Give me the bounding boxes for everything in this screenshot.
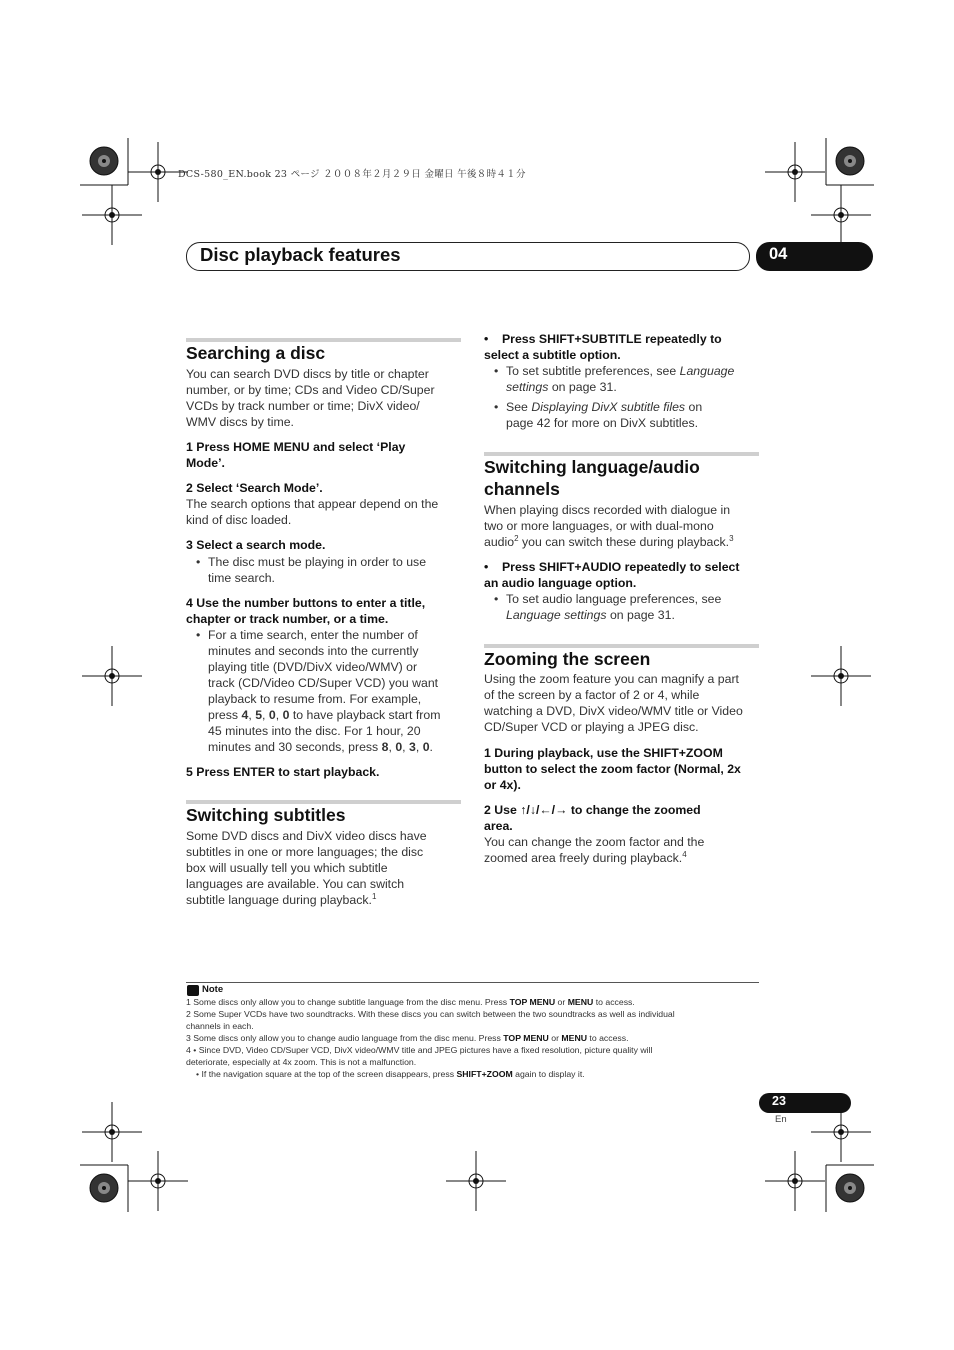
heading-switching-subtitles: Switching subtitles	[186, 805, 346, 825]
print-info-line: DCS-580_EN.book 23 ページ ２００８年２月２９日 金曜日 午後８時４１分	[178, 169, 526, 180]
heading-searching-a-disc: Searching a disc	[186, 343, 326, 363]
section-title: Disc playback features	[200, 244, 401, 265]
search-step-4-bullet: • For a time search, enter the number of minutes and seconds into the currently playing title (DVD/DivX video/WMV) or track (CD/Video CD/Super VCD) you want playback to resume from. For example, press 4, 5, 0, 0 to have playback start from 45 minutes into the disc. For 1 hour, 20 minutes and 30 seconds, press 8, 0, 3, 0.	[196, 628, 441, 754]
subtitles-text: Some DVD discs and DivX video discs have subtitles in one or more languages; the disc box will usually tell you which subtitle languages are available. You can switch subtitle language during playback.$^1$	[186, 829, 427, 907]
starburst-mark-bottom-right	[836, 1174, 864, 1202]
crosshair-mark	[811, 185, 871, 245]
subtitle-bullet-2: • See Displaying DivX subtitle files on page 42 for more on DivX subtitles.	[494, 400, 703, 430]
search-step-3-bullet: • The disc must be playing in order to use time search.	[196, 555, 427, 585]
footnote-1: 1 Some discs only allow you to change subtitle language from the disc menu. Press TOP MENU or MENU to access.	[186, 997, 635, 1007]
note-icon	[187, 985, 199, 996]
crosshair-mark	[765, 142, 825, 202]
subtitle-step: • Press SHIFT+SUBTITLE repeatedly to select a subtitle option.	[484, 332, 722, 362]
heading-switching-language-audio: Switching language/audio channels	[484, 457, 700, 499]
search-step-2-text: The search options that appear depend on the kind of disc loaded.	[186, 497, 439, 527]
search-step-5: 5 Press ENTER to start playback.	[186, 765, 380, 779]
search-step-3: 3 Select a search mode.	[186, 538, 326, 552]
zoom-step-2-text: You can change the zoom factor and the zoomed area freely during playback.$^4$	[484, 835, 705, 865]
zoom-text: Using the zoom feature you can magnify a part of the screen by a factor of 2 or 4, while watching a DVD, DivX video/WMV title or Video CD/Super VCD or playing a JPEG disc.	[484, 672, 743, 734]
footnote-3: 3 Some discs only allow you to change audio language from the disc menu. Press TOP MENU or MENU to access.	[186, 1033, 629, 1043]
page-number: 23	[772, 1094, 786, 1108]
footnote-4: 4 • Since DVD, Video CD/Super VCD, DivX video/WMV title and JPEG pictures have a fixed resolution, picture quality will deteriorate, especially at 4x zoom. This is not a malfunction.	[186, 1045, 653, 1067]
starburst-mark-top-left	[90, 147, 118, 175]
audio-step: • Press SHIFT+AUDIO repeatedly to select an audio language option.	[484, 560, 740, 590]
footnote-2: 2 Some Super VCDs have two soundtracks. With these discs you can switch between the two soundtracks as well as individual channels in each.	[186, 1009, 675, 1031]
starburst-mark-bottom-left	[90, 1174, 118, 1202]
search-intro: You can search DVD discs by title or chapter number, or by time; CDs and Video CD/Super VCDs by track number or time; DivX video/ WMV discs by time.	[186, 367, 435, 429]
crosshair-mark	[82, 1102, 142, 1162]
starburst-mark-top-right	[836, 147, 864, 175]
zoom-step-1: 1 During playback, use the SHIFT+ZOOM button to select the zoom factor (Normal, 2x or 4x).	[484, 746, 741, 792]
arrow-keys-icon: ↑/↓/←/→	[520, 803, 568, 817]
crosshair-mark	[128, 1151, 188, 1211]
audio-bullet: • To set audio language preferences, see Language settings on page 31.	[494, 592, 722, 622]
crosshair-mark	[446, 1151, 506, 1211]
heading-zooming-the-screen: Zooming the screen	[484, 649, 651, 669]
crosshair-mark	[765, 1151, 825, 1211]
note-label: Note	[202, 984, 224, 995]
search-step-4: 4 Use the number buttons to enter a title, chapter or track number, or a time.	[186, 596, 426, 626]
zoom-step-2: 2 Use ↑/↓/←/→ to change the zoomed area.	[484, 803, 701, 833]
crosshair-mark	[82, 185, 142, 245]
search-step-1: 1 Press HOME MENU and select ‘Play Mode’.	[186, 440, 406, 470]
chapter-number: 04	[769, 245, 788, 263]
audio-text: When playing discs recorded with dialogue in two or more languages, or with dual-mono audio$^2$ you can switch these during playback.$^3$	[484, 503, 734, 549]
page-language: En	[775, 1114, 787, 1125]
search-step-2: 2 Select ‘Search Mode’.	[186, 481, 323, 495]
footnote-4-bullet: • If the navigation square at the top of the screen disappears, press SHIFT+ZOOM again to display it.	[196, 1069, 585, 1079]
crosshair-mark	[82, 646, 142, 706]
crosshair-mark	[811, 646, 871, 706]
subtitle-bullet-1: • To set subtitle preferences, see Language settings on page 31.	[494, 364, 735, 394]
note-rule	[186, 982, 759, 983]
